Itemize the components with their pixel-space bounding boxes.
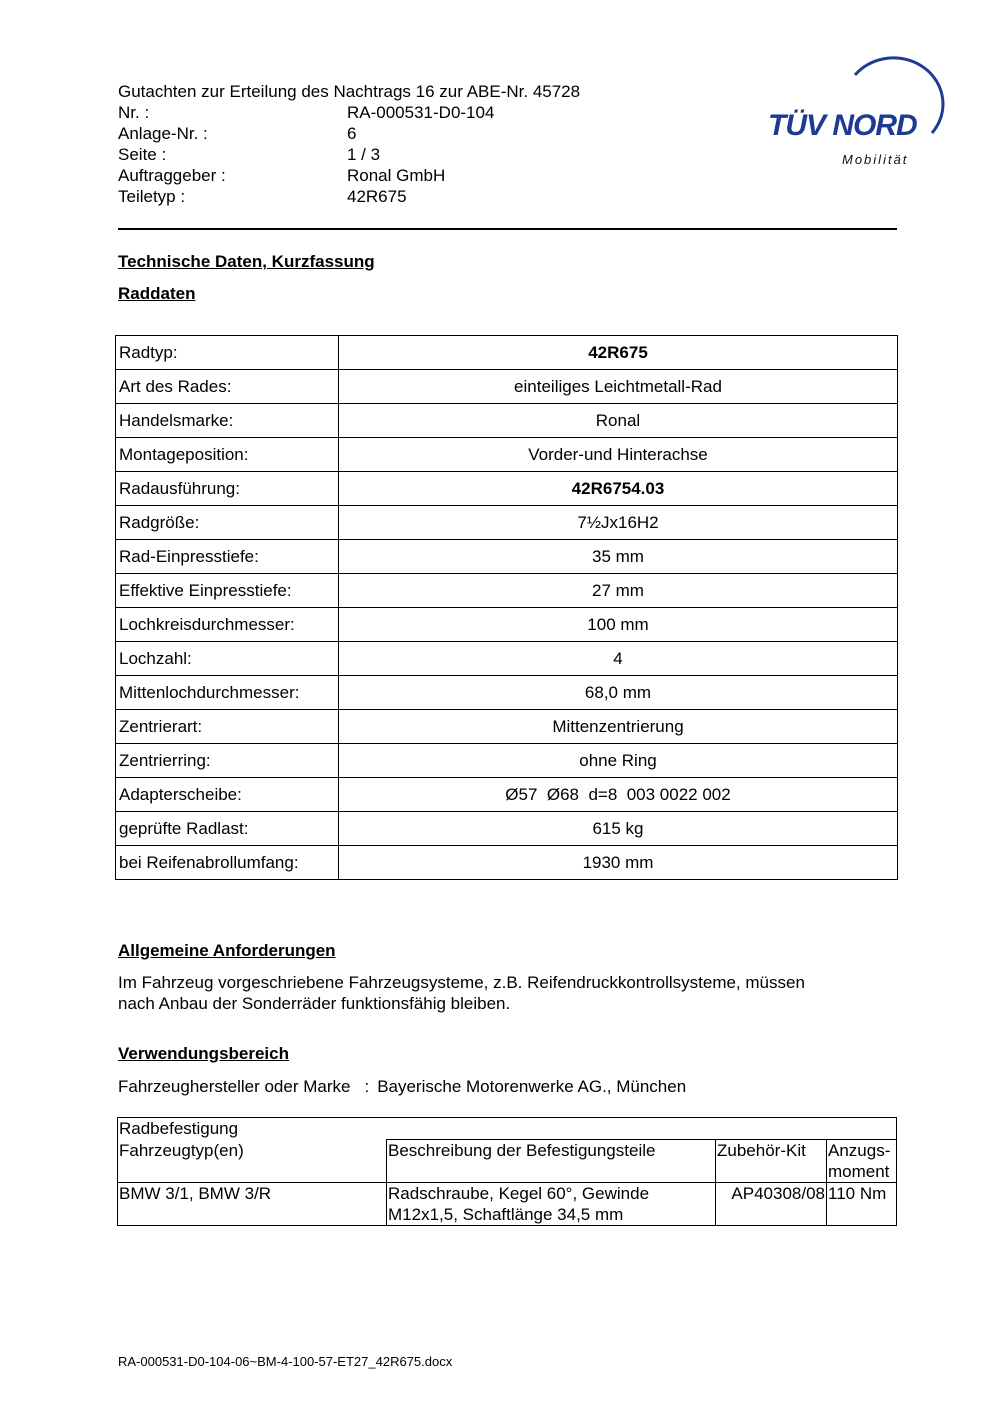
table-row: Zentrierring: ohne Ring xyxy=(116,744,898,778)
document-header xyxy=(118,81,580,207)
table-row: Lochzahl: 4 xyxy=(116,642,898,676)
table-row: Handelsmarke: Ronal xyxy=(116,404,898,438)
manufacturer-label: Fahrzeughersteller oder Marke xyxy=(118,1077,351,1096)
fastening-table xyxy=(117,1117,897,1226)
table-row xyxy=(118,1183,897,1226)
wheel-data-table xyxy=(115,335,898,880)
tuv-nord-logo xyxy=(760,55,945,175)
header-description: Beschreibung der Befestigungsteile xyxy=(387,1140,716,1183)
manufacturer-value: Bayerische Motorenwerke AG., München xyxy=(377,1077,687,1096)
table-row: geprüfte Radlast: 615 kg xyxy=(116,812,898,846)
table-row: Montageposition: Vorder-und Hinterachse xyxy=(116,438,898,472)
logo-subtitle: Mobilität xyxy=(842,152,909,167)
heading-tech-data: Technische Daten, Kurzfassung xyxy=(118,252,375,271)
table-row: Radtyp: 42R675 xyxy=(116,336,898,370)
table-header-row xyxy=(118,1140,897,1183)
table-row: Adapterscheibe: Ø57 Ø68 d=8 003 0022 002 xyxy=(116,778,898,812)
cell-description: Radschraube, Kegel 60°, Gewinde M12x1,5, Schaftlänge 34,5 mm xyxy=(387,1183,716,1226)
general-requirements-text: Im Fahrzeug vorgeschriebene Fahrzeugsysteme, z.B. Reifendruckkontrollsysteme, müssen nach Anbau der Sonderräder funktionsfähig bleiben. xyxy=(118,973,805,1013)
cell-torque: 110 Nm xyxy=(827,1183,897,1226)
logo-wordmark: TÜV NORD xyxy=(768,109,917,142)
table-row: Zentrierart: Mittenzentrierung xyxy=(116,710,898,744)
table-row: Radgröße: 7½Jx16H2 xyxy=(116,506,898,540)
header-row-page: Seite : 1 / 3 xyxy=(118,145,381,164)
heading-wheel-data: Raddaten xyxy=(118,284,196,303)
manufacturer-line xyxy=(118,1076,888,1097)
header-torque: Anzugs- moment xyxy=(827,1140,897,1183)
fastening-caption: Radbefestigung xyxy=(118,1118,897,1140)
header-accessory-kit: Zubehör-Kit xyxy=(716,1140,827,1183)
table-row: Mittenlochdurchmesser: 68,0 mm xyxy=(116,676,898,710)
table-caption-row xyxy=(118,1118,897,1140)
header-row-client: Auftraggeber : Ronal GmbH xyxy=(118,166,446,185)
header-row-annex: Anlage-Nr. : 6 xyxy=(118,124,357,143)
heading-general-requirements: Allgemeine Anforderungen xyxy=(118,941,336,960)
header-row-part-type: Teiletyp : 42R675 xyxy=(118,187,407,206)
table-row: Rad-Einpresstiefe: 35 mm xyxy=(116,540,898,574)
table-row: Radausführung: 42R6754.03 xyxy=(116,472,898,506)
document-title: Gutachten zur Erteilung des Nachtrags 16 zur ABE-Nr. 45728 xyxy=(118,82,581,101)
footer-filename: RA-000531-D0-104-06~BM-4-100-57-ET27_42R675.docx xyxy=(118,1354,453,1369)
header-divider xyxy=(118,228,897,230)
cell-vehicle-type: BMW 3/1, BMW 3/R xyxy=(118,1183,387,1226)
table-row: bei Reifenabrollumfang: 1930 mm xyxy=(116,846,898,880)
table-row: Art des Rades: einteiliges Leichtmetall-Rad xyxy=(116,370,898,404)
table-row: Effektive Einpresstiefe: 27 mm xyxy=(116,574,898,608)
table-row: Lochkreisdurchmesser: 100 mm xyxy=(116,608,898,642)
manufacturer-separator: : xyxy=(364,1077,370,1096)
heading-usage-area: Verwendungsbereich xyxy=(118,1044,289,1063)
header-vehicle-type: Fahrzeugtyp(en) xyxy=(118,1140,387,1183)
header-row-number: Nr. : RA-000531-D0-104 xyxy=(118,103,495,122)
cell-accessory-kit: AP40308/08 xyxy=(716,1183,827,1226)
